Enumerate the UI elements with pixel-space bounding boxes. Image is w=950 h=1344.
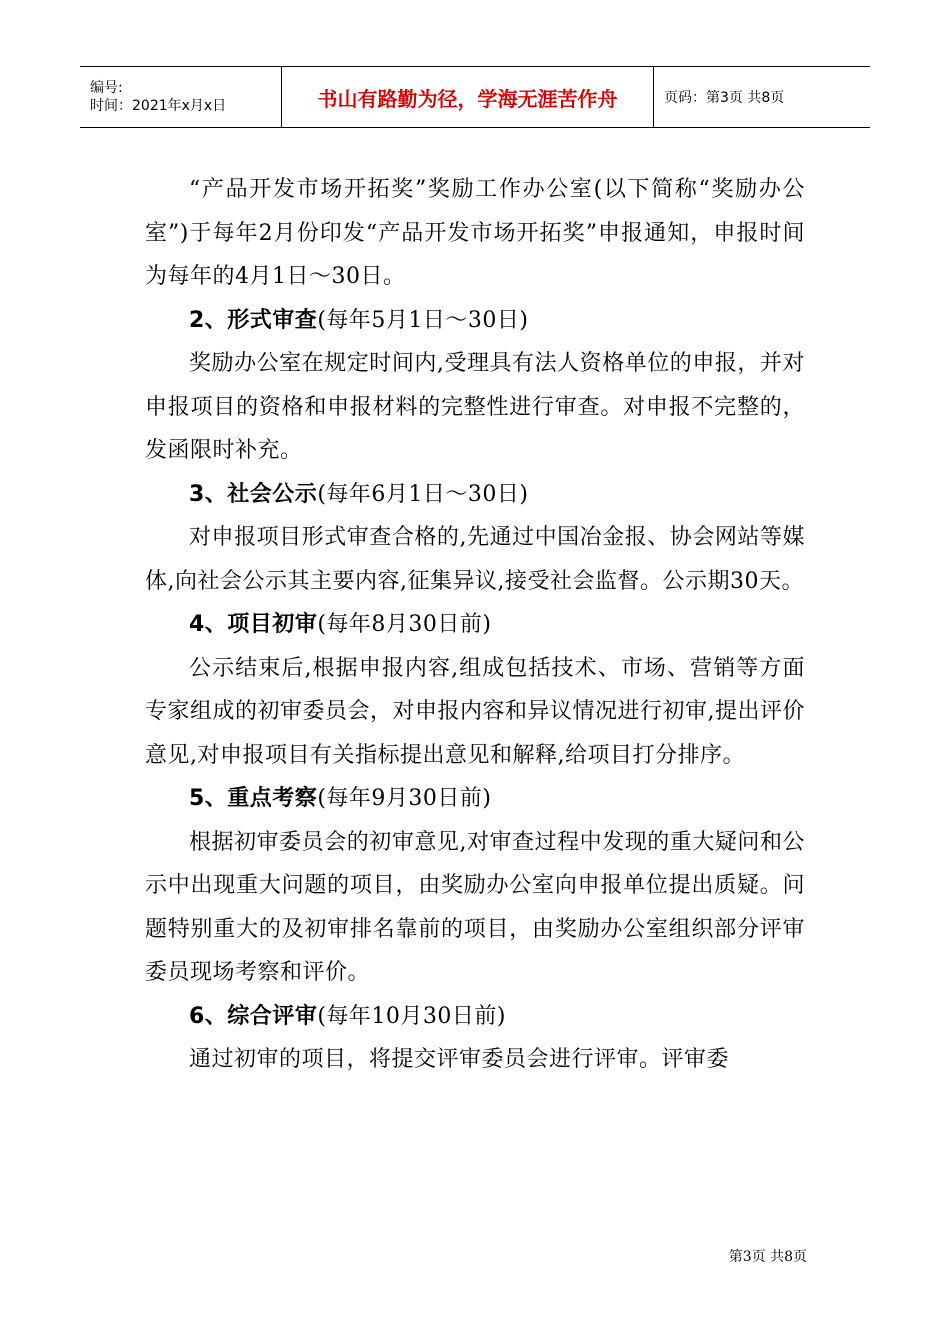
header-page-info: 页码：第3页 共8页 xyxy=(664,90,785,106)
section-date: (每年6月1日～30日) xyxy=(317,481,529,507)
paragraph: “产品开发市场开拓奖”奖励工作办公室(以下简称“奖励办公室”)于每年2月份印发“产品开发市场开拓奖”申报通知，申报时间为每年的4月1日～30日。 xyxy=(145,177,805,289)
paragraph: 通过初审的项目，将提交评审委员会进行评审。评审委 xyxy=(189,1047,730,1072)
section-title: 6、综合评审 xyxy=(189,1003,318,1029)
header-meta xyxy=(80,67,282,127)
paragraph: 奖励办公室在规定时间内,受理具有法人资格单位的申报，并对申报项目的资格和申报材料的完整性进行审查。对申报不完整的，发函限时补充。 xyxy=(145,351,805,463)
section-title: 4、项目初审 xyxy=(189,612,318,637)
section-heading xyxy=(145,995,805,1039)
section-date: (每年5月1日～30日) xyxy=(317,307,529,333)
section-heading xyxy=(145,603,805,647)
section-title: 5、重点考察 xyxy=(189,786,318,811)
page-footer: 第3页 共8页 xyxy=(728,1249,807,1265)
section-heading xyxy=(145,473,805,517)
paragraph: 根据初审委员会的初审意见,对审查过程中发现的重大疑问和公示中出现重大问题的项目，由奖励办公室向申报单位提出质疑。问题特别重大的及初审排名靠前的项目，由奖励办公室组织部分评审委员现场考察和评价。 xyxy=(145,829,805,985)
section-heading xyxy=(145,777,805,821)
section-date: (每年9月30日前) xyxy=(317,786,492,811)
page-header xyxy=(80,66,870,128)
document-body xyxy=(145,168,805,1082)
section-date: (每年10月30日前) xyxy=(317,1003,506,1029)
section-title: 2、形式审查 xyxy=(189,307,318,333)
paragraph: 对申报项目形式审查合格的,先通过中国冶金报、协会网站等媒体,向社会公示其主要内容,征集异议,接受社会监督。公示期30天。 xyxy=(145,525,805,594)
header-number: 编号: xyxy=(90,80,123,96)
header-time: 时间：2021年x月x日 xyxy=(90,98,227,114)
section-date: (每年8月30日前) xyxy=(317,612,492,637)
section-title: 3、社会公示 xyxy=(189,481,318,507)
section-heading xyxy=(145,299,805,343)
header-motto: 书山有路勤为径，学海无涯苦作舟 xyxy=(282,67,654,127)
paragraph: 公示结束后,根据申报内容,组成包括技术、市场、营销等方面专家组成的初审委员会，对申报内容和异议情况进行初审,提出评价意见,对申报项目有关指标提出意见和解释,给项目打分排序。 xyxy=(145,655,805,768)
